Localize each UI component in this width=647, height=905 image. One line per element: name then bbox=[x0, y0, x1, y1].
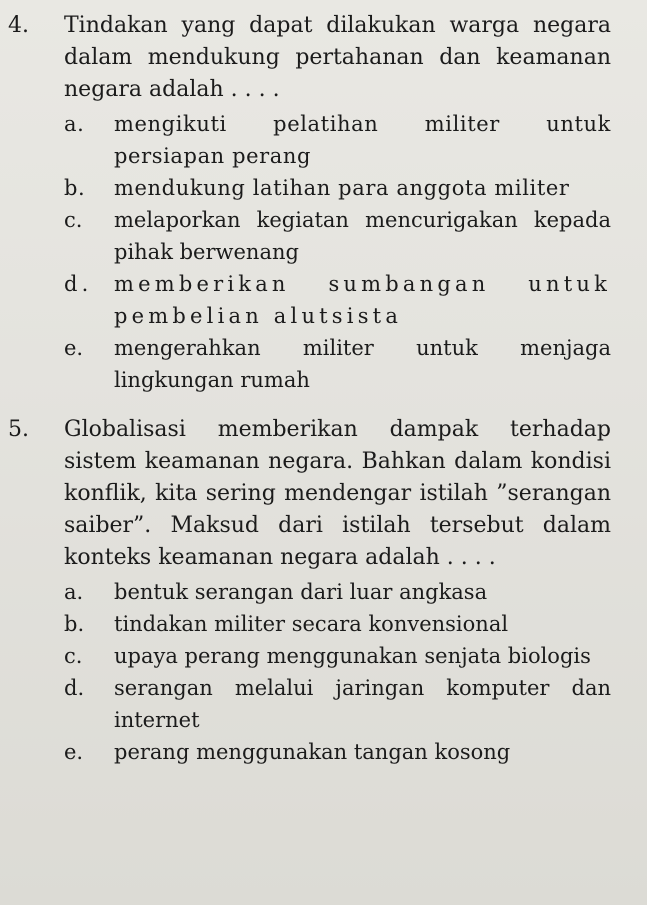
option-c bbox=[64, 640, 611, 672]
option-letter: b. bbox=[64, 612, 85, 636]
option-letter: d. bbox=[64, 272, 93, 296]
answer-options bbox=[8, 576, 611, 768]
option-text: bentuk serangan dari luar angkasa bbox=[114, 580, 488, 604]
option-letter: e. bbox=[64, 336, 84, 360]
option-letter: c. bbox=[64, 644, 83, 668]
option-text: melaporkan kegiatan mencurigakan kepada pihak berwenang bbox=[114, 208, 611, 264]
option-d bbox=[64, 268, 611, 332]
option-text: serangan melalui jaringan komputer dan internet bbox=[114, 676, 611, 732]
option-a bbox=[64, 576, 611, 608]
option-letter: a. bbox=[64, 112, 85, 136]
option-a bbox=[64, 108, 611, 172]
option-e bbox=[64, 332, 611, 396]
question-number: 5. bbox=[8, 417, 29, 442]
question-text: Tindakan yang dapat dilakukan warga negara dalam mendukung pertahanan dan keamanan negara adalah . . . . bbox=[64, 13, 611, 102]
option-text: mengerahkan militer untuk menjaga lingkungan rumah bbox=[114, 336, 611, 392]
option-text: upaya perang menggunakan senjata biologis bbox=[114, 644, 591, 668]
question-text: Globalisasi memberikan dampak terhadap sistem keamanan negara. Bahkan dalam kondisi konflik, kita sering mendengar istilah ”serangan saiber”. Maksud dari istilah tersebut dalam konteks keamanan negara adalah . . . . bbox=[64, 417, 611, 570]
option-text: mengikuti pelatihan militer untuk persiapan perang bbox=[114, 112, 611, 168]
answer-options bbox=[8, 108, 611, 396]
option-letter: d. bbox=[64, 676, 85, 700]
option-text: perang menggunakan tangan kosong bbox=[114, 740, 511, 764]
option-letter: c. bbox=[64, 208, 83, 232]
option-text: mendukung latihan para anggota militer bbox=[114, 176, 570, 200]
question-number: 4. bbox=[8, 13, 29, 38]
option-e bbox=[64, 736, 611, 768]
question-4 bbox=[8, 10, 611, 396]
option-letter: e. bbox=[64, 740, 84, 764]
option-c bbox=[64, 204, 611, 268]
option-letter: b. bbox=[64, 176, 86, 200]
option-text: memberikan sumbangan untuk pembelian alutsista bbox=[114, 272, 611, 328]
question-5 bbox=[8, 414, 611, 768]
option-text: tindakan militer secara konvensional bbox=[114, 612, 509, 636]
option-b bbox=[64, 608, 611, 640]
option-b bbox=[64, 172, 611, 204]
option-letter: a. bbox=[64, 580, 84, 604]
option-d bbox=[64, 672, 611, 736]
